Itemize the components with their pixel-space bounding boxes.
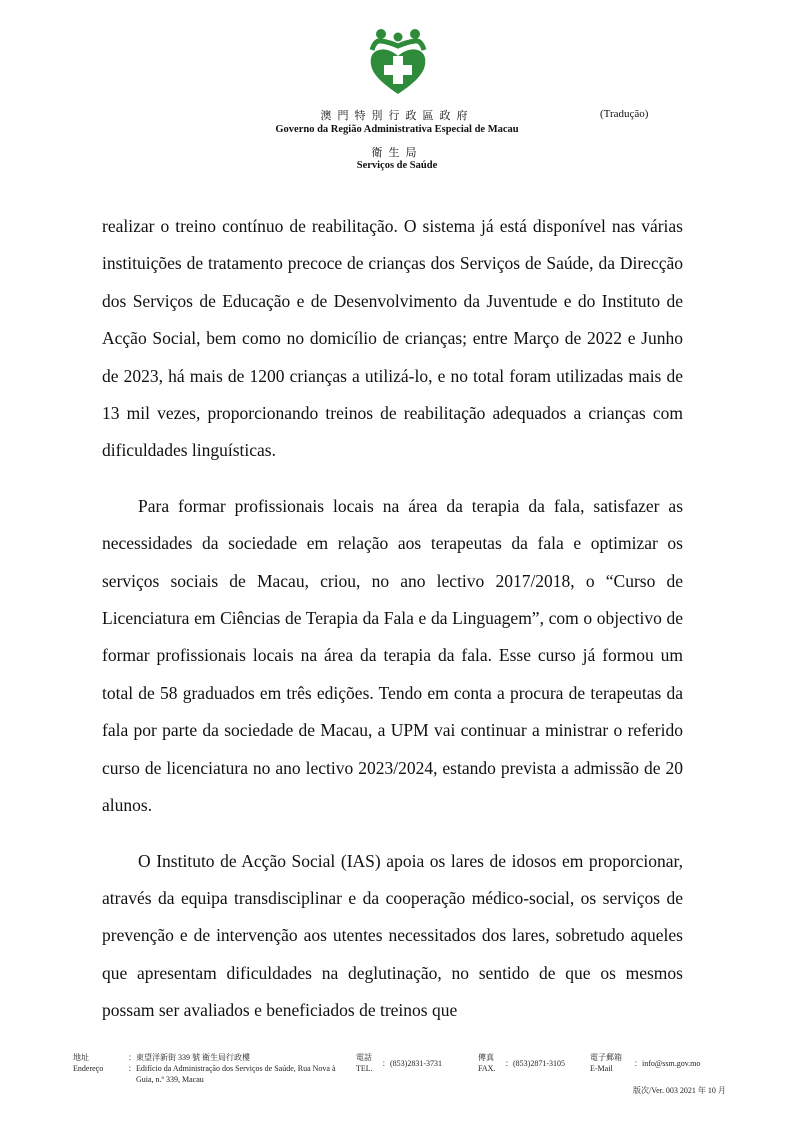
document-body: [102, 208, 683, 1048]
tel-value: ：(853)2831-3731: [382, 1059, 442, 1068]
email-label: 電子郵箱 E-Mail: [590, 1053, 622, 1073]
paragraph: O Instituto de Acção Social (IAS) apoia os lares de idosos em proporcionar, através da equipa transdisciplinar e da cooperação médico-social, os serviços de prevenção e de intervenção aos utentes necessitados dos lares, sobretudo aqueles que apresentam dificuldades na deglutinação, no sentido de que os mesmos possam ser avaliados e beneficiados de treinos que: [102, 850, 683, 1021]
government-name-pt: Governo da Região Administrativa Especial de Macau: [275, 124, 519, 135]
fax-label: 傳真 FAX.: [478, 1053, 496, 1073]
address-label: 地址 Endereço: [73, 1053, 104, 1073]
translation-note: (Tradução): [600, 108, 649, 120]
department-name-zh: 衛生局: [371, 147, 423, 159]
address-value: ：東望洋新街 339 號 衛生局行政樓 ：Edifício da Administração dos Serviços de Saúde, Rua Nova à Guia, n.º 339, Macau: [128, 1053, 336, 1084]
health-services-logo: [367, 28, 429, 96]
fax-value: ：(853)2871-3105: [505, 1059, 565, 1068]
paragraph: realizar o treino contínuo de reabilitação. O sistema já está disponível nas várias instituições de tratamento precoce de crianças dos Serviços de Saúde, da Direcção dos Serviços de Educação e de Desenvolvimento da Juventude e do Instituto de Acção Social, bem como no domicílio de crianças; entre Março de 2022 e Junho de 2023, há mais de 1200 crianças a utilizá-lo, e no total foram utilizadas mais de 13 mil vezes, proporcionando treinos de reabilitação adequados a crianças com dificuldades linguísticas.: [102, 216, 683, 461]
department-name-pt: Serviços de Saúde: [356, 160, 438, 171]
government-name-zh: 澳門特別行政區政府: [320, 110, 474, 122]
email-value: ：info@ssm.gov.mo: [634, 1059, 701, 1068]
tel-label: 電話 TEL.: [356, 1053, 373, 1073]
paragraph: Para formar profissionais locais na área da terapia da fala, satisfazer as necessidades da sociedade em relação aos terapeutas da fala e optimizar os serviços sociais de Macau, criou, no ano lectivo 2017/2018, o “Curso de Licenciatura em Ciências de Terapia da Fala e da Linguagem”, com o objectivo de formar profissionais locais na área da terapia da fala. Esse curso já formou um total de 58 graduados em três edições. Tendo em conta a procura de terapeutas da fala por parte da sociedade de Macau, a UPM vai continuar a ministrar o referido curso de licenciatura no ano lectivo 2023/2024, estando prevista a admissão de 20 alunos.: [102, 495, 683, 816]
version-note: 版次/Ver. 003 2021 年 10 月: [633, 1086, 726, 1095]
